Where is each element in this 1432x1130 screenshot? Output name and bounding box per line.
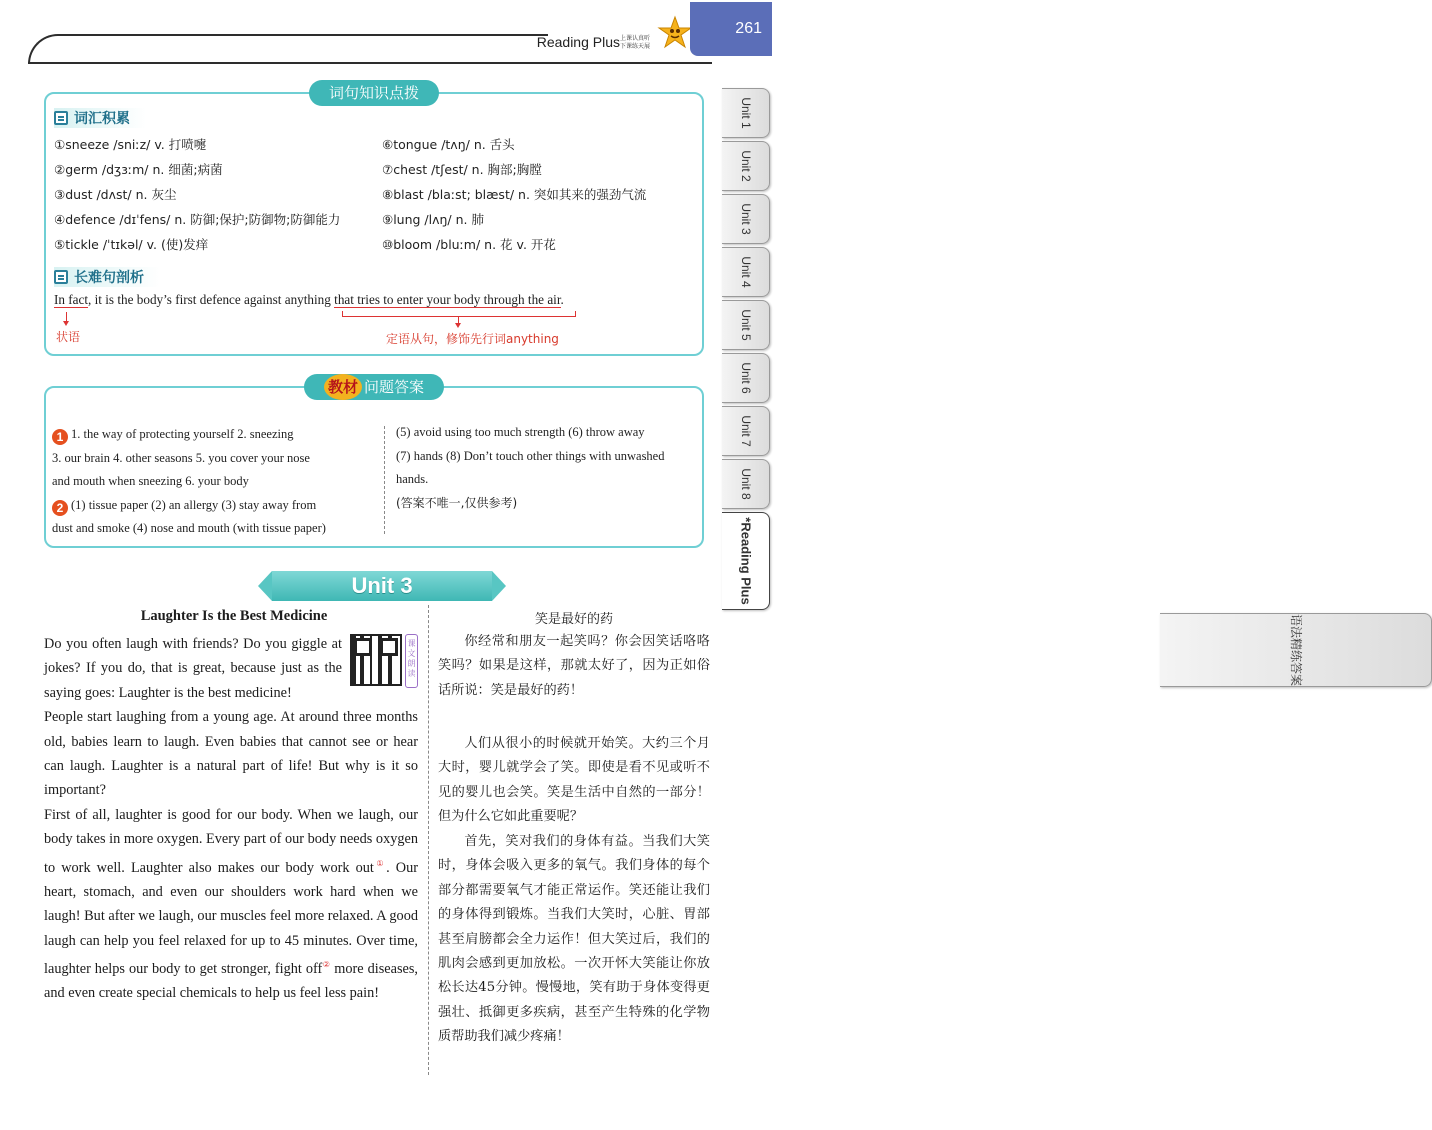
annotation-arrow (66, 312, 67, 324)
vocab-item: ⑤tickle /ˈtɪkəl/ v. (使)发痒 (54, 237, 209, 252)
heading-rest: 问题答案 (364, 378, 425, 396)
translation-text: 首先，笑对我们的身体有益。当我们大笑时，身体会吸入更多的氧气。我们身体的每个部分都需要氧气才能正常运作。笑还能让我们的身体得到锻炼。当我们大笑时，心脏、胃部甚至肩膀都会全力运作！但大笑过后，我们的肌肉会感到更加放松。一次开怀大笑能让你放松长达45分钟。慢慢地，笑有助于身体变得更强壮、抵御更多疾病，甚至产生特殊的化学物质帮助我们减少疼痛！ (438, 834, 710, 1045)
tab-label: *Reading Plus (738, 517, 753, 605)
book-icon (54, 111, 68, 125)
vocab-list-right (382, 132, 646, 257)
header-rule (28, 62, 712, 64)
answer-line: 1. the way of protecting yourself 2. sneezing (71, 427, 294, 441)
header-subtitle: 上课认真听 下课练天展 (620, 36, 651, 50)
sentence-end: . (560, 292, 564, 307)
answer-panel (44, 378, 704, 548)
vocab-label-text: 词汇积累 (74, 111, 130, 127)
sentence-main: , it is the body’s first defence against anything (88, 292, 335, 307)
vocab-item: ⑩bloom /bluːm/ n. 花 v. 开花 (382, 237, 556, 252)
footnote-marker: ② (322, 960, 331, 970)
vocab-list-left (54, 132, 340, 257)
tab-unit-1[interactable] (722, 88, 770, 138)
tab-unit-5[interactable] (722, 300, 770, 350)
answer-line: (5) avoid using too much strength (6) throw away (396, 425, 645, 439)
answer-note: (答案不唯一,仅供参考) (396, 495, 518, 510)
answer-line: (1) tissue paper (2) an allergy (3) stay away from (71, 497, 317, 512)
page-number: 261 (735, 20, 762, 37)
vocab-item: ①sneeze /sniːz/ v. 打喷嚏 (54, 137, 207, 152)
answers-left (52, 423, 374, 541)
tab-unit-7[interactable] (722, 406, 770, 456)
answers-divider (384, 426, 385, 534)
article-paragraph: People start laughing from a young age. At around three months old, babies learn to laugh. Even babies that cannot see or hear can laugh. Laughter is a natural part of life! But why is it so important? (44, 709, 418, 799)
answer-panel-heading (304, 374, 444, 400)
tab-reading-plus[interactable] (722, 512, 770, 610)
tab-label: Unit 5 (738, 309, 753, 341)
translation-text: 你经常和朋友一起笑吗？你会因笑话咯咯笑吗？如果是这样，那就太好了，因为正如俗话所说：笑是最好的药！ (438, 634, 710, 698)
paragraph-text: more diseases, and even create special chemicals to help us feel less pain! (44, 960, 419, 1002)
paragraph-text: . Our heart, stomach, and even our shoulders work hard when we laugh! But after we laugh, our muscles feel more relaxed. A good laugh can help you feel relaxed for up to 45 minutes. Over time, laughter helps our body to get stronger, fight off (44, 859, 419, 977)
sentence-section-label (54, 267, 160, 287)
annotation-arrow (458, 316, 459, 326)
tab-label: Unit 4 (738, 256, 753, 288)
article-paragraph (44, 803, 418, 1006)
unit-title: Unit 3 (351, 573, 413, 598)
answer-line: and mouth when sneezing 6. your body (52, 474, 249, 488)
answer-line: (7) hands (8) Don’t touch other things with unwashed (396, 448, 665, 463)
annotation-bracket (342, 311, 576, 317)
tab-label: Unit 2 (738, 150, 753, 182)
column-divider (428, 605, 429, 1075)
tab-unit-3[interactable] (722, 194, 770, 244)
answer-line: hands. (396, 472, 429, 486)
article-title: Laughter Is the Best Medicine (140, 608, 328, 624)
knowledge-panel (44, 84, 704, 356)
translation-paragraph (438, 630, 710, 703)
page-header (28, 20, 772, 66)
unit-banner (258, 571, 506, 601)
vocab-item: ⑧blast /blaːst; blæst/ n. 突如其来的强劲气流 (382, 187, 647, 202)
translation-paragraph (438, 732, 710, 830)
answer-line: 3. our brain 4. other seasons 5. you cover your nose (52, 450, 310, 465)
vocab-item: ⑦chest /tʃest/ n. 胸部;胸膛 (382, 162, 542, 177)
vocab-section-label (54, 108, 146, 128)
heading-highlight: 教材 (324, 374, 362, 400)
tab-label: Unit 6 (738, 362, 753, 394)
tab-label: Unit 3 (738, 203, 753, 235)
footnote-marker: ① (373, 858, 387, 868)
tab-unit-8[interactable] (722, 459, 770, 509)
long-sentence (54, 292, 564, 308)
qr-code[interactable] (350, 634, 418, 690)
question-number-badge: 2 (52, 500, 68, 516)
tab-label: 语法精练答案 (1288, 613, 1303, 687)
tab-label: Unit 7 (738, 415, 753, 447)
tab-unit-2[interactable] (722, 141, 770, 191)
answer-line: dust and smoke (4) nose and mouth (with tissue paper) (52, 521, 326, 535)
article-body (44, 632, 418, 1006)
article-paragraph: Do you often laugh with friends? Do you giggle at jokes? If you do, that is great, because just as the saying goes: Laughter is the best medicine! (44, 636, 342, 701)
translation-title: 笑是最好的药 (534, 612, 613, 627)
vocab-item: ⑥tongue /tʌŋ/ n. 舌头 (382, 137, 515, 152)
star-mascot-icon (658, 16, 692, 50)
tab-label: Unit 8 (738, 468, 753, 500)
sentence-label-text: 长难句剖析 (74, 270, 144, 286)
annotation-adverbial: 状语 (56, 330, 81, 344)
vocab-item: ②germ /dʒɜːm/ n. 细菌;病菌 (54, 162, 223, 177)
annotation-relative-clause: 定语从句，修饰先行词anything (386, 332, 559, 346)
question-number-badge: 1 (52, 429, 68, 445)
header-swoosh (28, 34, 548, 64)
knowledge-panel-heading: 词句知识点拨 (309, 80, 439, 106)
paragraph-text: First of all, laughter is good for our body. When we laugh, our body takes in more oxygen. Every part of our body needs oxygen to work well. Laughter also makes our body work out (44, 806, 419, 876)
vocab-item: ⑨lung /lʌŋ/ n. 肺 (382, 212, 484, 227)
sentence-relative-clause: that tries to enter your body through the air (334, 292, 561, 307)
tab-label: Unit 1 (738, 97, 753, 129)
qr-code-image (350, 634, 402, 686)
vocab-item: ③dust /dʌst/ n. 灰尘 (54, 187, 177, 202)
page-number-tab (690, 2, 772, 56)
sentence-adverbial: In fact (54, 292, 89, 307)
vocab-item: ④defence /dɪˈfens/ n. 防御;保护;防御物;防御能力 (54, 212, 341, 227)
audio-reading-tag: 课文朗读 (405, 634, 418, 688)
answers-right (396, 421, 700, 515)
translation-paragraph (438, 830, 710, 1050)
book-icon (54, 270, 68, 284)
translation-text: 人们从很小的时候就开始笑。大约三个月大时，婴儿就学会了笑。即使是看不见或听不见的婴儿也会笑。笑是生活中自然的一部分！但为什么它如此重要呢？ (438, 736, 710, 825)
tab-unit-6[interactable] (722, 353, 770, 403)
header-title: Reading Plus (536, 34, 620, 50)
tab-grammar-answers[interactable] (1160, 613, 1432, 687)
tab-unit-4[interactable] (722, 247, 770, 297)
